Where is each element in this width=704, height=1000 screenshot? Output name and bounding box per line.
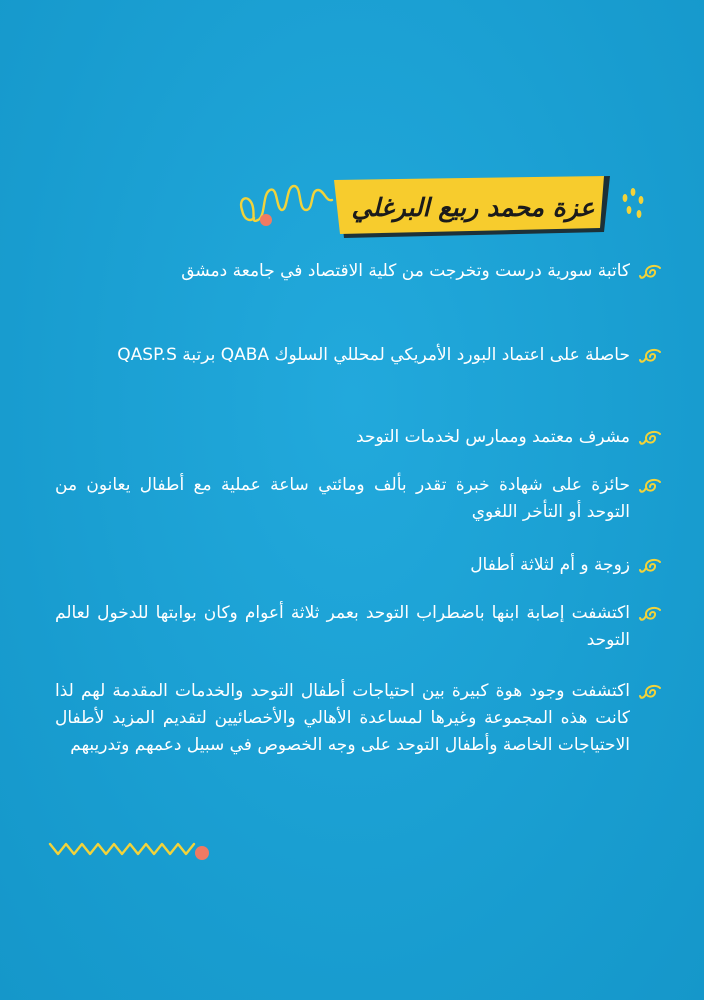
list-item-text: اكتشفت وجود هوة كبيرة بين احتياجات أطفال التوحد والخدمات المقدمة لهم لذا كانت هذه المجموعة وغيرها لمساعدة الأهالي والأخصائيين لتقديم المزيد لأطفال الاحتياجات الخاصة وأطفال التوحد على وجه الخصوص في سبيل دعمهم وتدريبهم <box>55 681 630 755</box>
name-banner <box>334 176 612 238</box>
list-item <box>55 342 630 369</box>
scribble-icon <box>236 180 336 236</box>
dots-icon <box>617 184 649 224</box>
spiral-bullet-icon <box>638 682 664 702</box>
list-item <box>55 424 630 451</box>
spiral-bullet-icon <box>638 346 664 366</box>
list-item <box>55 258 630 285</box>
zigzag-icon <box>48 836 214 864</box>
list-item-text: كاتبة سورية درست وتخرجت من كلية الاقتصاد في جامعة دمشق <box>181 261 630 281</box>
list-item-text: اكتشفت إصابة ابنها باضطراب التوحد بعمر ثلاثة أعوام وكان بوابتها للدخول لعالم التوحد <box>55 603 630 650</box>
list-item <box>55 472 630 526</box>
list-item-text: مشرف معتمد وممارس لخدمات التوحد <box>356 427 630 447</box>
list-item <box>55 600 630 654</box>
spiral-bullet-icon <box>638 476 664 496</box>
list-item-text: حائزة على شهادة خبرة تقدر بألف ومائتي ساعة عملية مع أطفال يعانون من التوحد أو التأخر اللغوي <box>55 475 630 522</box>
spiral-bullet-icon <box>638 428 664 448</box>
spiral-bullet-icon <box>638 604 664 624</box>
list-item-text: حاصلة على اعتماد البورد الأمريكي لمحللي السلوك QABA برتبة QASP.S <box>117 345 630 365</box>
list-item <box>55 552 630 579</box>
list-item-text: زوجة و أم لثلاثة أطفال <box>470 555 630 575</box>
spiral-bullet-icon <box>638 556 664 576</box>
list-item <box>55 678 630 759</box>
author-name: عزة محمد ربيع البرغلي <box>351 192 595 222</box>
spiral-bullet-icon <box>638 262 664 282</box>
